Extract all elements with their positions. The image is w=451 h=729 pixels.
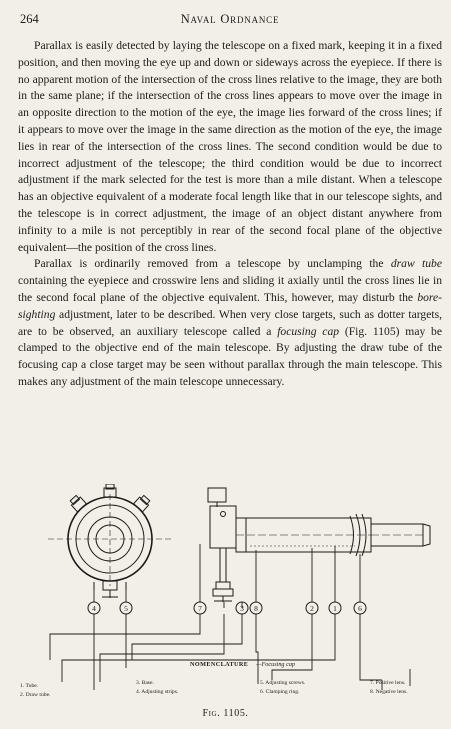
term-focusing-cap: focusing cap — [277, 324, 340, 338]
callout-label: 1 — [333, 604, 337, 613]
paragraph-1 — [18, 38, 442, 256]
callout-circles — [88, 602, 366, 614]
page-number: 264 — [20, 12, 39, 26]
nomenclature-heading: NOMENCLATURE — [190, 661, 249, 668]
legend-item-negative-lens: 8. Negative lens. — [370, 689, 408, 695]
legend-item-tube: 1. Tube. — [20, 683, 39, 689]
running-head: Naval Ordnance — [180, 12, 280, 26]
figure-caption: Fig. 1105. — [202, 708, 249, 719]
figure-1105 — [10, 484, 442, 706]
paragraph-2-text-d: (Fig. 1105) may be clamped to the objective end of the main telescope. By adjusting the draw tube of the focusing cap a close target may be seen without parallax through the main telescope. This makes any adjustment of the main telescope unnecessary. — [18, 324, 443, 388]
legend-item-adjusting-strips: 4. Adjusting strips. — [136, 689, 179, 695]
callout-labels — [92, 604, 362, 613]
legend-item-draw-tube: 2. Draw tube. — [20, 692, 51, 698]
paragraph-2-text-b: containing the eyepiece and crosswire lens and sliding it axially until the cross lines lie in the second focal plane of the objective equivalent. This, however, may disturb the — [18, 274, 442, 304]
callout-label: 2 — [310, 604, 314, 613]
paragraph-2-text-c: adjustment, later to be described. When very close targets, such as dotter targets, are to be observed, an auxiliary telescope called a — [18, 307, 442, 338]
legend-item-positive-lens: 7. Positive lens. — [370, 680, 406, 686]
paragraph-1-text: Parallax is easily detected by laying the telescope on a fixed mark, keeping it in a fixed position, and then moving the eye up and down or sideways across the eyepiece. If there is no apparent motion of the intersection of the cross lines relative to the image, they are both in the same plane; if the intersection of the cross lines appears to move over the image in an opposite direction to the motion of the eye, the image lies forward of the cross lines; if it appears to move over the image in the same direction as the motion of the eye, the image lies in rear of the intersection of the cross lines. The second condition would be due to incorrect adjustment of the telescope; the third condition would be due to incorrect adjustment if the mark selected for the test is more than a mile distant. When a telescope has an objective equivalent of a moderate focal length like that in our telescope sights, and the telescope is in correct adjustment, the image of an object distant anywhere from infinity to a mile is not perceptibly in rear of the second focal plane of the objective equivalent—the position of the cross lines. — [18, 39, 442, 254]
nomenclature — [20, 661, 408, 698]
leader-lines — [50, 544, 410, 690]
nomenclature-subject: —Focusing cap — [256, 661, 296, 668]
paragraph-2-text-a: Parallax is ordinarily removed from a telescope by unclamping the — [34, 257, 391, 271]
paragraph-2 — [18, 256, 442, 390]
callout-label: 5 — [124, 604, 128, 613]
focusing-cap-drawing — [10, 484, 442, 706]
body-text — [18, 38, 442, 391]
callout-label: 8 — [254, 604, 258, 613]
legend-item-clamping-ring: 6. Clamping ring. — [260, 689, 300, 695]
end-view-drawing — [48, 484, 172, 598]
callout-label: 7 — [198, 604, 202, 613]
legend-item-base: 3. Base. — [136, 680, 154, 686]
callout-label: 3 — [240, 604, 244, 613]
legend-item-adjusting-screws: 5. Adjusting screws. — [260, 680, 306, 686]
term-bore-sighting: bore-sighting — [18, 290, 442, 321]
callout-label: 6 — [358, 604, 362, 613]
page-header — [20, 12, 440, 28]
side-view-drawing — [208, 488, 430, 602]
term-draw-tube: draw tube — [390, 257, 442, 271]
callout-label: 4 — [92, 604, 96, 613]
